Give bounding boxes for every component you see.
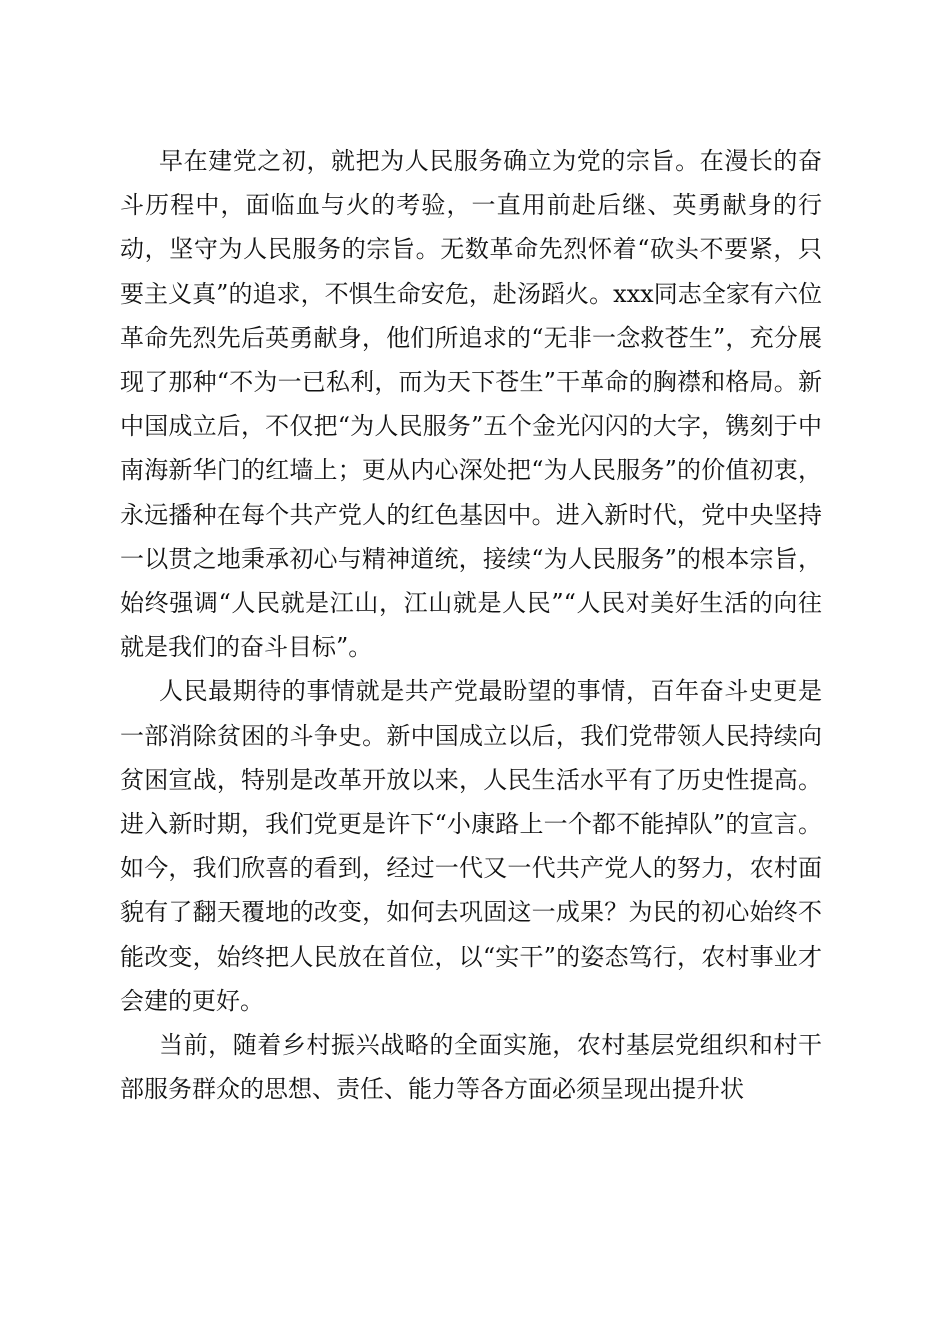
document-body	[120, 139, 822, 1111]
paragraph-2: 人民最期待的事情就是共产党最盼望的事情，百年奋斗史更是一部消除贫困的斗争史。新中国成立以后，我们党带领人民持续向贫困宣战，特别是改革开放以来，人民生活水平有了历史性提高。进入新时期，我们党更是许下“小康路上一个都不能掉队”的宣言。如今，我们欣喜的看到，经过一代又一代共产党人的努力，农村面貌有了翻天覆地的改变，如何去巩固这一成果？为民的初心始终不能改变，始终把人民放在首位，以“实干”的姿态笃行，农村事业才会建的更好。	[120, 677, 822, 1015]
paragraph-1: 早在建党之初，就把为人民服务确立为党的宗旨。在漫长的奋斗历程中，面临血与火的考验，一直用前赴后继、英勇献身的行动，坚守为人民服务的宗旨。无数革命先烈怀着“砍头不要紧，只要主义真”的追求，不惧生命安危，赴汤蹈火。xxx同志全家有六位革命先烈先后英勇献身，他们所追求的“无非一念救苍生”，充分展现了那种“不为一已私利，而为天下苍生”干革命的胸襟和格局。新中国成立后，不仅把“为人民服务”五个金光闪闪的大字，镌刻于中南海新华门的红墙上；更从内心深处把“为人民服务”的价值初衷，永远播种在每个共产党人的红色基因中。进入新时代，党中央坚持一以贯之地秉承初心与精神道统，接续“为人民服务”的根本宗旨，始终强调“人民就是江山，江山就是人民”“人民对美好生活的向往就是我们的奋斗目标”。	[120, 147, 822, 662]
paragraph-3: 当前，随着乡村振兴战略的全面实施，农村基层党组织和村干部服务群众的思想、责任、能力等各方面必须呈现出提升状	[120, 1031, 822, 1104]
